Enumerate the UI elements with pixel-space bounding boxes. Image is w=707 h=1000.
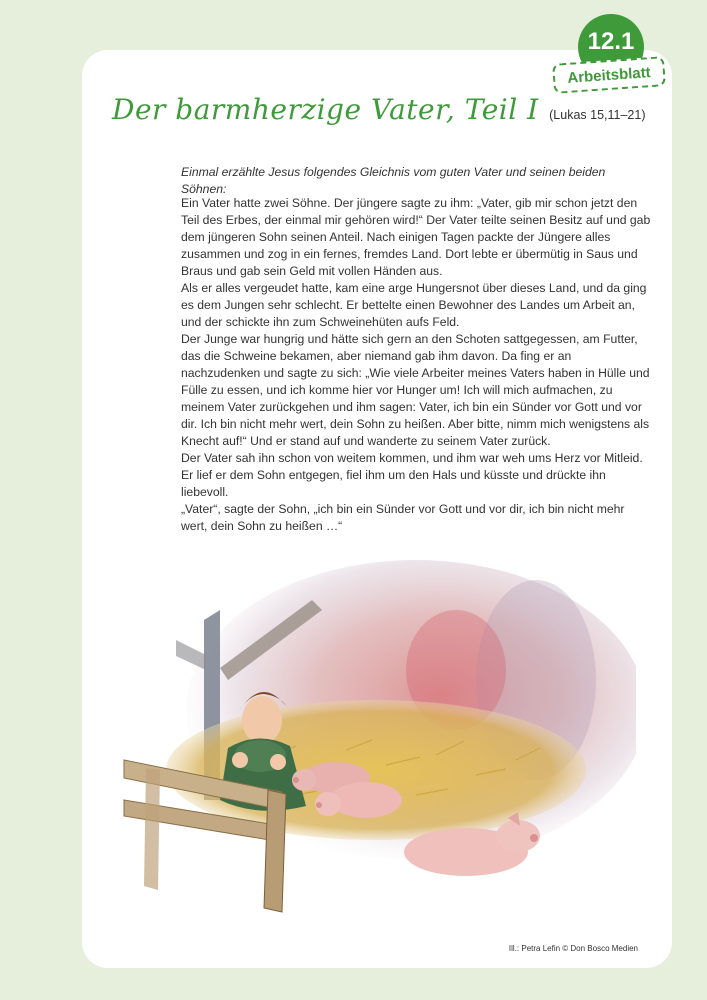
story-paragraph: Ein Vater hatte zwei Söhne. Der jüngere sagte zu ihm: „Vater, gib mir schon jetzt den Teil des Erbes, der einmal mir gehören wird!“ Der Vater teilte seinen Besitz auf und gab dem jüngeren Sohn seinen Anteil. Nach einigen Tagen packte der Jüngere alles zusammen und zog in ein fernes, fremdes Land. Dort lebte er übermütig in Saus und Braus und gab sein Geld mit vollen Händen aus. — [181, 196, 651, 278]
worksheet-number: 12.1 — [587, 28, 635, 55]
story-paragraph: Als er alles vergeudet hatte, kam eine arge Hungersnot über dieses Land, und da ging es dem Jungen sehr schlecht. Er bettelte einen Bewohner des Landes um Arbeit an, und der schickte ihn zum Schweinehüten aufs Feld. — [181, 281, 647, 329]
story-text — [181, 195, 651, 535]
story-paragraph: Der Vater sah ihn schon von weitem kommen, und ihm war weh ums Herz vor Mitleid. Er lief er dem Sohn entgegen, fiel ihm um den Hals und küsste und drückte ihn liebevoll. — [181, 451, 643, 499]
bible-reference: (Lukas 15,11–21) — [549, 108, 646, 122]
worksheet-label: Arbeitsblatt — [566, 63, 652, 87]
title-main: Der barmherzige Vater, Teil I — [112, 93, 539, 126]
illustration-boy-with-pigs — [116, 560, 636, 920]
page-title — [112, 93, 646, 126]
illustration-credit: Ill.: Petra Lefin © Don Bosco Medien — [508, 944, 638, 953]
story-paragraph: Der Junge war hungrig und hätte sich gern an den Schoten sattgegessen, am Futter, das die Schweine bekamen, aber niemand gab ihm davon. Da fing er an nachzudenken und sagte zu sich: „Wie viele Arbeiter meines Vaters haben in Hülle und Fülle zu essen, und ich komme hier vor Hunger um! Ich will mich aufmachen, zu meinem Vater zurückgehen und ihm sagen: Vater, ich bin ein Sünder vor Gott und vor dir. Ich bin nicht mehr wert, dein Sohn zu heißen. Aber bitte, nimm mich wenigstens als Knecht auf!“ Und er stand auf und wanderte zu seinem Vater zurück. — [181, 332, 650, 448]
story-paragraph: „Vater“, sagte der Sohn, „ich bin ein Sünder vor Gott und vor dir, ich bin nicht mehr wert, dein Sohn zu heißen …“ — [181, 502, 625, 533]
intro-text: Einmal erzählte Jesus folgendes Gleichnis vom guten Vater und seinen beiden Söhnen: — [181, 165, 606, 196]
